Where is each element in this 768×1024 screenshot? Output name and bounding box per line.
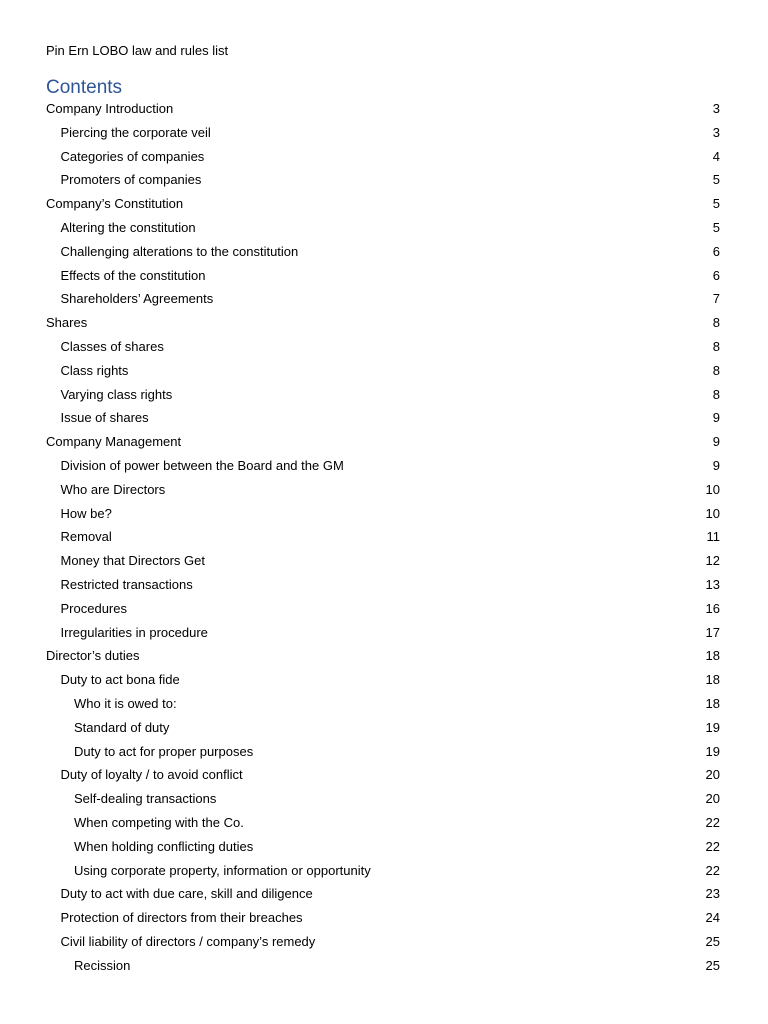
toc-entry[interactable] <box>46 359 720 383</box>
toc-entry-page-number[interactable]: 9 <box>712 457 720 473</box>
toc-entry[interactable] <box>46 192 720 216</box>
toc-entry-label[interactable]: Shareholders’ Agreements <box>60 291 214 307</box>
toc-entry-label[interactable]: Who it is owed to: <box>74 695 177 711</box>
toc-entry[interactable] <box>46 597 720 621</box>
toc-entry-label[interactable]: How be? <box>60 505 112 521</box>
toc-entry-label[interactable]: Class rights <box>60 362 129 378</box>
toc-entry-label[interactable]: Removal <box>60 529 112 545</box>
toc-entry-page-number[interactable]: 9 <box>712 410 720 426</box>
toc-entry-page-number[interactable]: 20 <box>705 791 720 807</box>
toc-entry-label[interactable]: Shares <box>46 315 88 331</box>
toc-entry[interactable] <box>46 478 720 502</box>
toc-entry[interactable] <box>46 502 720 526</box>
toc-entry-page-number[interactable]: 19 <box>705 743 720 759</box>
toc-entry[interactable] <box>46 145 720 169</box>
toc-entry[interactable] <box>46 121 720 145</box>
toc-entry-label[interactable]: Procedures <box>60 600 127 616</box>
toc-entry-page-number[interactable]: 6 <box>712 267 720 283</box>
toc-entry[interactable] <box>46 240 720 264</box>
toc-entry-label[interactable]: Restricted transactions <box>60 576 193 592</box>
toc-entry-label[interactable]: Director’s duties <box>46 648 140 664</box>
toc-entry[interactable] <box>46 716 720 740</box>
toc-entry-page-number[interactable]: 8 <box>712 386 720 402</box>
toc-entry[interactable] <box>46 311 720 335</box>
toc-entry[interactable] <box>46 859 720 883</box>
toc-entry-label[interactable]: Company Management <box>46 434 182 450</box>
toc-entry[interactable] <box>46 644 720 668</box>
toc-entry-page-number[interactable]: 7 <box>712 291 720 307</box>
toc-entry-label[interactable]: Classes of shares <box>60 338 164 354</box>
toc-entry[interactable] <box>46 930 720 954</box>
toc-entry-label[interactable]: Varying class rights <box>60 386 173 402</box>
toc-entry[interactable] <box>46 525 720 549</box>
toc-entry-page-number[interactable]: 4 <box>712 148 720 164</box>
toc-entry-page-number[interactable]: 5 <box>712 196 720 212</box>
toc-entry[interactable] <box>46 406 720 430</box>
toc-entry-label[interactable]: When holding conflicting duties <box>74 838 254 854</box>
toc-entry-page-number[interactable]: 16 <box>705 600 720 616</box>
toc-entry-label[interactable]: Duty to act with due care, skill and diligence <box>60 886 313 902</box>
toc-entry-page-number[interactable]: 5 <box>712 219 720 235</box>
toc-entry-page-number[interactable]: 18 <box>705 648 720 664</box>
toc-entry-page-number[interactable]: 13 <box>705 576 720 592</box>
toc-entry-label[interactable]: Issue of shares <box>60 410 149 426</box>
toc-entry-label[interactable]: Self-dealing transactions <box>74 791 217 807</box>
toc-entry-page-number[interactable]: 23 <box>705 886 720 902</box>
toc-entry-label[interactable]: Irregularities in procedure <box>60 624 208 640</box>
toc-entry[interactable] <box>46 763 720 787</box>
toc-entry[interactable] <box>46 954 720 978</box>
toc-entry[interactable] <box>46 383 720 407</box>
toc-entry[interactable] <box>46 287 720 311</box>
toc-entry[interactable] <box>46 430 720 454</box>
toc-entry[interactable] <box>46 811 720 835</box>
toc-entry-page-number[interactable]: 25 <box>705 933 720 949</box>
toc-entry-label[interactable]: Categories of companies <box>60 148 205 164</box>
toc-entry-label[interactable]: Altering the constitution <box>60 219 196 235</box>
toc-entry[interactable] <box>46 740 720 764</box>
toc-entry-label[interactable]: Division of power between the Board and the GM <box>60 457 344 473</box>
toc-entry-page-number[interactable]: 5 <box>712 172 720 188</box>
toc-entry-page-number[interactable]: 24 <box>705 910 720 926</box>
toc-entry-label[interactable]: Using corporate property, information or opportunity <box>74 862 371 878</box>
toc-entry-label[interactable]: Duty of loyalty / to avoid conflict <box>60 767 243 783</box>
toc-entry-page-number[interactable]: 20 <box>705 767 720 783</box>
toc-entry-page-number[interactable]: 10 <box>705 505 720 521</box>
toc-entry-page-number[interactable]: 25 <box>705 957 720 973</box>
toc-entry-label[interactable]: Who are Directors <box>60 481 166 497</box>
toc-entry-label[interactable]: Standard of duty <box>74 719 170 735</box>
toc-entry-label[interactable]: Company’s Constitution <box>46 196 184 212</box>
toc-entry[interactable] <box>46 216 720 240</box>
toc-entry-page-number[interactable]: 18 <box>705 672 720 688</box>
toc-entry-label[interactable]: Promoters of companies <box>60 172 202 188</box>
toc-entry[interactable] <box>46 668 720 692</box>
toc-entry-label[interactable]: Company Introduction <box>46 101 174 116</box>
toc-entry-label[interactable]: Civil liability of directors / company’s remedy <box>60 933 316 949</box>
toc-entry-label[interactable]: Piercing the corporate veil <box>60 124 211 140</box>
toc-entry-page-number[interactable]: 3 <box>712 101 720 116</box>
toc-entry-label[interactable]: When competing with the Co. <box>74 814 244 830</box>
toc-entry[interactable] <box>46 573 720 597</box>
toc-entry[interactable] <box>46 882 720 906</box>
toc-entry-page-number[interactable]: 9 <box>712 434 720 450</box>
toc-entry-page-number[interactable]: 10 <box>705 481 720 497</box>
toc-entry-label[interactable]: Duty to act bona fide <box>60 672 180 688</box>
toc-entry[interactable] <box>46 549 720 573</box>
toc-entry-page-number[interactable]: 22 <box>705 838 720 854</box>
toc-entry-page-number[interactable]: 18 <box>705 695 720 711</box>
toc-entry[interactable] <box>46 335 720 359</box>
toc-entry-label[interactable]: Challenging alterations to the constitution <box>60 243 299 259</box>
toc-entry[interactable] <box>46 264 720 288</box>
toc-entry[interactable] <box>46 906 720 930</box>
toc-entry[interactable] <box>46 787 720 811</box>
toc-heading: Contents <box>46 77 123 98</box>
toc-entry[interactable] <box>46 621 720 645</box>
toc-entry-label[interactable]: Protection of directors from their breaches <box>60 910 303 926</box>
toc-entry-label[interactable]: Effects of the constitution <box>60 267 206 283</box>
toc-entry[interactable] <box>46 454 720 478</box>
toc-entry-page-number[interactable]: 3 <box>712 124 720 140</box>
toc-entry-page-number[interactable]: 19 <box>705 719 720 735</box>
document-header: Pin Ern LOBO law and rules list <box>46 43 229 58</box>
toc-entry-page-number[interactable]: 12 <box>705 553 720 569</box>
toc-entry-label[interactable]: Recission <box>74 957 131 973</box>
toc-entry-label[interactable]: Money that Directors Get <box>60 553 205 569</box>
toc-entry-label[interactable]: Duty to act for proper purposes <box>74 743 254 759</box>
toc-entry-page-number[interactable]: 22 <box>705 862 720 878</box>
toc-entry[interactable] <box>46 692 720 716</box>
toc-entry-page-number[interactable]: 8 <box>712 315 720 331</box>
toc-entry-page-number[interactable]: 8 <box>712 362 720 378</box>
table-of-contents <box>46 97 720 977</box>
toc-entry-page-number[interactable]: 17 <box>705 624 720 640</box>
toc-entry-page-number[interactable]: 8 <box>712 338 720 354</box>
toc-entry[interactable] <box>46 97 720 121</box>
toc-entry-page-number[interactable]: 6 <box>712 243 720 259</box>
toc-entry[interactable] <box>46 168 720 192</box>
toc-entry[interactable] <box>46 835 720 859</box>
toc-entry-page-number[interactable]: 11 <box>706 529 720 545</box>
toc-entry-page-number[interactable]: 22 <box>705 814 720 830</box>
